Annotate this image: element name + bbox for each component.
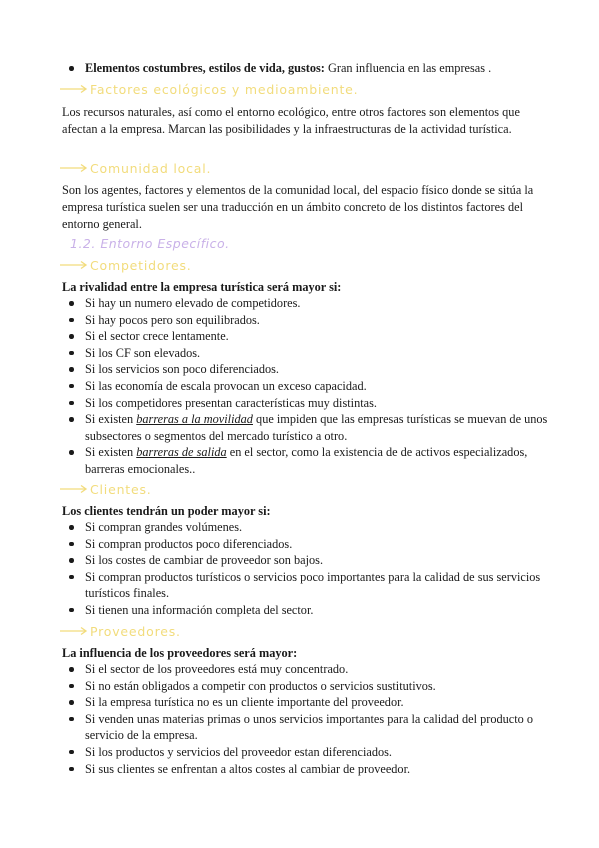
item-text: en el sector, como la existencia de de activos especializados, barreras emocionales.. [85,445,528,476]
list-item [62,60,552,77]
arrow-right-icon [60,260,88,270]
bullet-list-culture [62,60,552,77]
list-item: Si los productos y servicios del proveedor estan diferenciados. [62,744,552,761]
list-item: Si venden unas materias primas o unos servicios importantes para la calidad del producto o servicio de la empresa. [62,711,552,744]
heading-label: Competidores. [90,257,192,273]
list-item-barreras-salida [62,444,552,477]
bullet-list-proveedores [62,661,552,777]
heading-clientes [60,481,152,497]
heading-label: Factores ecológicos y medioambiente. [90,81,359,97]
list-item: Si los CF son elevados. [62,345,552,362]
subsection-title: 1.2. Entorno Específico. [70,236,230,251]
heading-label: Clientes. [90,481,152,497]
arrow-right-icon [60,163,88,173]
list-item: Si compran grandes volúmenes. [62,519,552,536]
list-item: Si sus clientes se enfrentan a altos costes al cambiar de proveedor. [62,761,552,778]
arrow-right-icon [60,84,88,94]
list-item: Si hay un numero elevado de competidores. [62,295,552,312]
bullet-list-competidores [62,295,552,478]
list-item: Si compran productos poco diferenciados. [62,536,552,553]
list-item: Si hay pocos pero son equilibrados. [62,312,552,329]
emphasis-barreras-salida: barreras de salida [136,445,227,460]
arrow-right-icon [60,626,88,636]
bullet-bold-label: Elementos costumbres, estilos de vida, gustos: [85,61,325,75]
bullet-text: Gran influencia en las empresas . [324,61,492,75]
emphasis-barreras-movilidad: barreras a la movilidad [136,412,253,427]
item-text: que impiden que las empresas turísticas se muevan de unos subsectores o segmentos del mercado turístico a otro. [85,412,548,443]
list-item: Si el sector de los proveedores está muy concentrado. [62,661,552,678]
list-item: Si los servicios son poco diferenciados. [62,361,552,378]
heading-label: Proveedores. [90,623,181,639]
heading-competidores [60,257,192,273]
paragraph-ecologicos: Los recursos naturales, así como el entorno ecológico, entre otros factores son elementos que afectan a la empresa. Marcan las posibilidades y la infraestructuras de la actividad turística. [62,105,520,136]
list-item-barreras-movilidad [62,411,552,444]
item-text: Si existen [85,445,137,460]
list-item: Si los costes de cambiar de proveedor son bajos. [62,552,552,569]
intro-clientes: Los clientes tendrán un poder mayor si: [62,504,271,518]
intro-competidores: La rivalidad entre la empresa turística será mayor si: [62,280,342,294]
bullet-list-clientes [62,519,552,619]
list-item: Si las economía de escala provocan un exceso capacidad. [62,378,552,395]
list-item: Si compran productos turísticos o servicios poco importantes para la calidad de sus servicios turísticos finales. [62,569,552,602]
heading-proveedores [60,623,181,639]
heading-label: Comunidad local. [90,160,212,176]
list-item: Si el sector crece lentamente. [62,328,552,345]
list-item: Si la empresa turística no es un cliente importante del proveedor. [62,694,552,711]
paragraph-comunidad: Son los agentes, factores y elementos de la comunidad local, del espacio físico donde se sitúa la empresa turística suelen ser una traducción en un ámbito concreto de los distintos factores del entorno general. [62,183,534,231]
arrow-right-icon [60,484,88,494]
item-text: Si existen [85,412,137,427]
heading-comunidad-local [60,160,211,176]
intro-proveedores: La influencia de los proveedores será mayor: [62,646,298,660]
list-item: Si tienen una información completa del sector. [62,602,552,619]
heading-factores-ecologicos [60,81,358,97]
list-item: Si no están obligados a competir con productos o servicios sustitutivos. [62,678,552,695]
list-item: Si los competidores presentan características muy distintas. [62,395,552,412]
